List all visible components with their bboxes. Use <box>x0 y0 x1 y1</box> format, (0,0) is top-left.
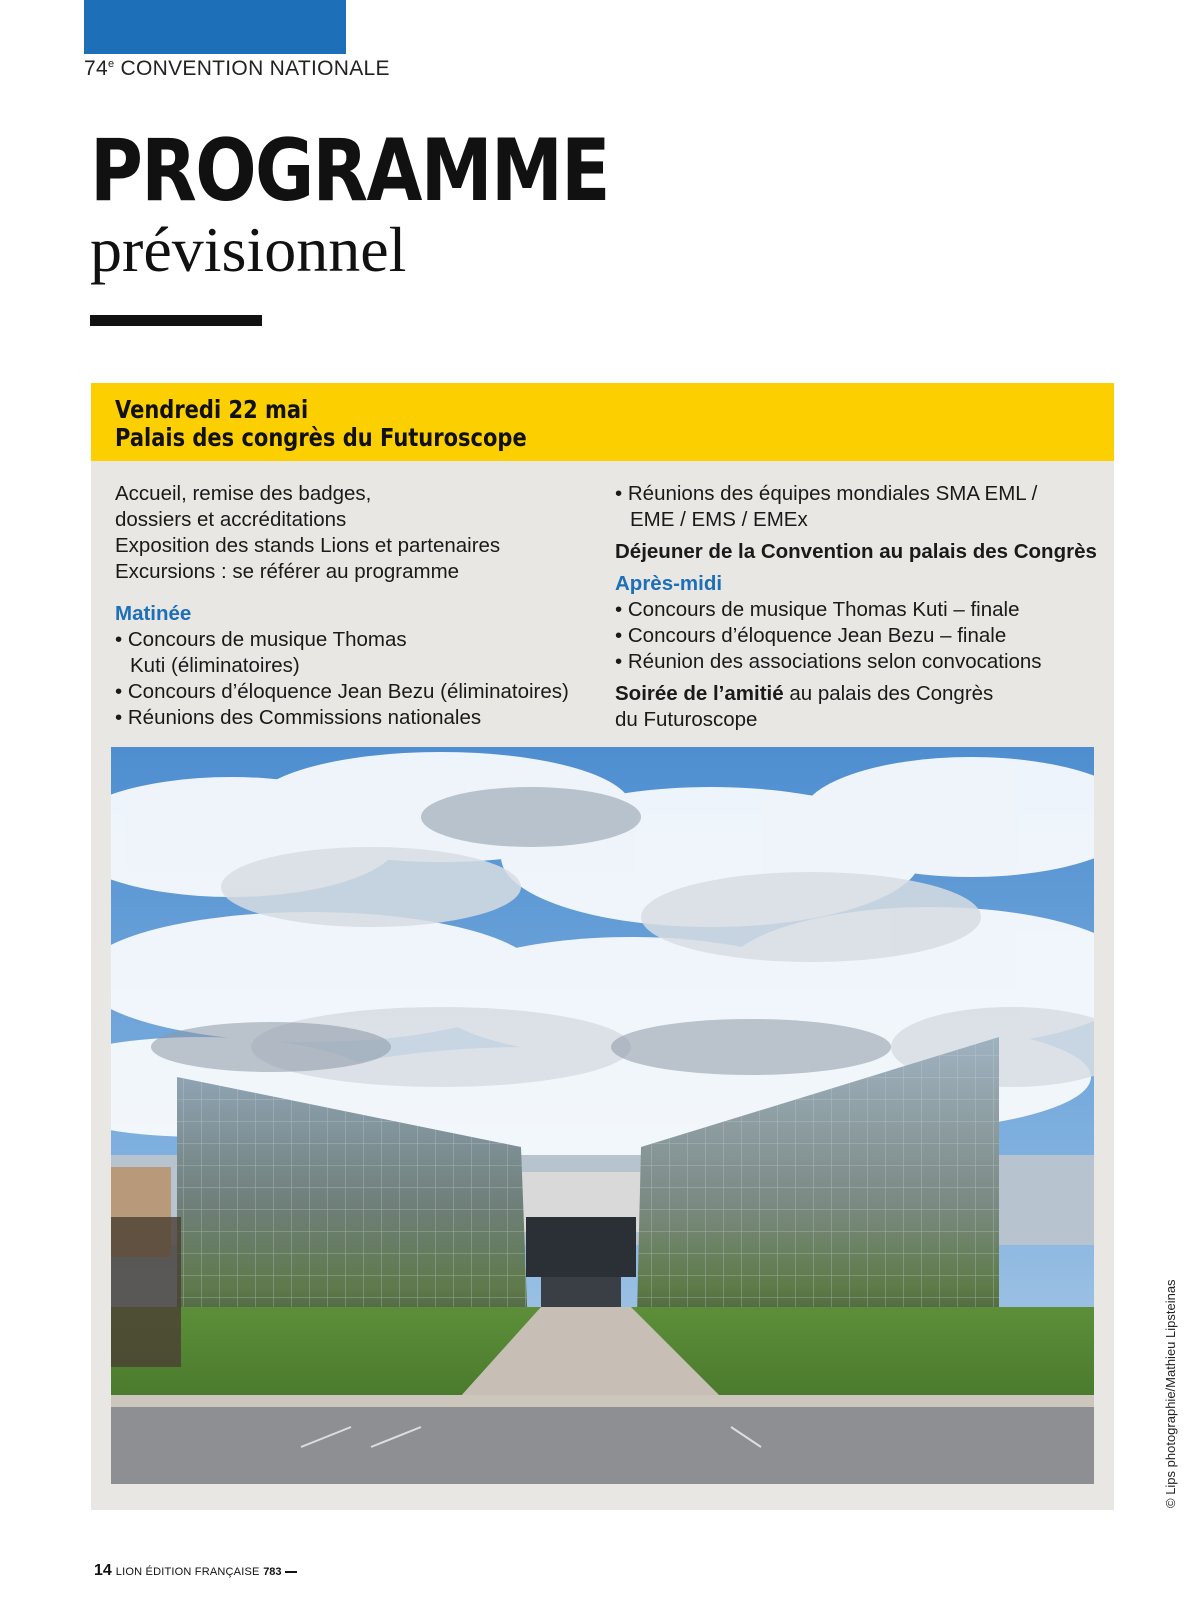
page-footer <box>94 1562 297 1580</box>
morning-item: • Concours d’éloquence Jean Bezu (éliminatoires) <box>115 680 569 703</box>
publication-name: LION ÉDITION FRANÇAISE <box>115 1566 260 1578</box>
section-text: CONVENTION NATIONALE <box>114 57 390 80</box>
afternoon-item: • Concours de musique Thomas Kuti – finale <box>615 598 1020 621</box>
schedule-left-column <box>115 481 585 731</box>
intro-line: Excursions : se référer au programme <box>115 560 460 583</box>
intro-line: dossiers et accréditations <box>115 508 347 531</box>
photo-credit: © Lips photographie/Mathieu Lipsteinas <box>1163 1279 1178 1508</box>
lunch-line: Déjeuner de la Convention au palais des Congrès <box>615 540 1097 563</box>
section-number: 74 <box>84 57 108 80</box>
evening-title: Soirée de l’amitié <box>615 682 784 705</box>
page-subtitle: prévisionnel <box>90 214 407 285</box>
schedule-right-column <box>615 481 1105 733</box>
day-venue: Palais des congrès du Futuroscope <box>115 423 527 452</box>
afternoon-item: • Réunion des associations selon convocations <box>615 650 1042 673</box>
section-label <box>84 57 390 81</box>
morning-heading: Matinée <box>115 602 192 625</box>
day-panel <box>91 383 1114 1510</box>
morning-item: • Concours de musique Thomas Kuti (éliminatoires) <box>115 628 407 677</box>
intro-line: Accueil, remise des badges, <box>115 482 372 505</box>
venue-photo <box>111 747 1094 1484</box>
afternoon-item: • Concours d’éloquence Jean Bezu – finale <box>615 624 1007 647</box>
issue-number: 783 <box>263 1566 282 1578</box>
day-date: Vendredi 22 mai <box>115 395 309 424</box>
title-underline <box>90 315 262 326</box>
palais-des-congres-image <box>111 747 1094 1484</box>
page-number: 14 <box>94 1562 112 1579</box>
evening-location: au palais des Congrès du Futuroscope <box>615 682 994 731</box>
footer-dash <box>285 1571 297 1573</box>
world-teams-item: • Réunions des équipes mondiales SMA EML / EME / EMS / EMEx <box>615 482 1038 531</box>
day-header-band <box>91 383 1114 461</box>
page-title: PROGRAMME <box>90 121 609 221</box>
section-ordinal: e <box>107 58 115 70</box>
afternoon-heading: Après-midi <box>615 572 723 595</box>
morning-item: • Réunions des Commissions nationales <box>115 706 482 729</box>
top-color-bar <box>84 0 346 54</box>
evening-line <box>615 681 1105 733</box>
intro-line: Exposition des stands Lions et partenaires <box>115 534 501 557</box>
